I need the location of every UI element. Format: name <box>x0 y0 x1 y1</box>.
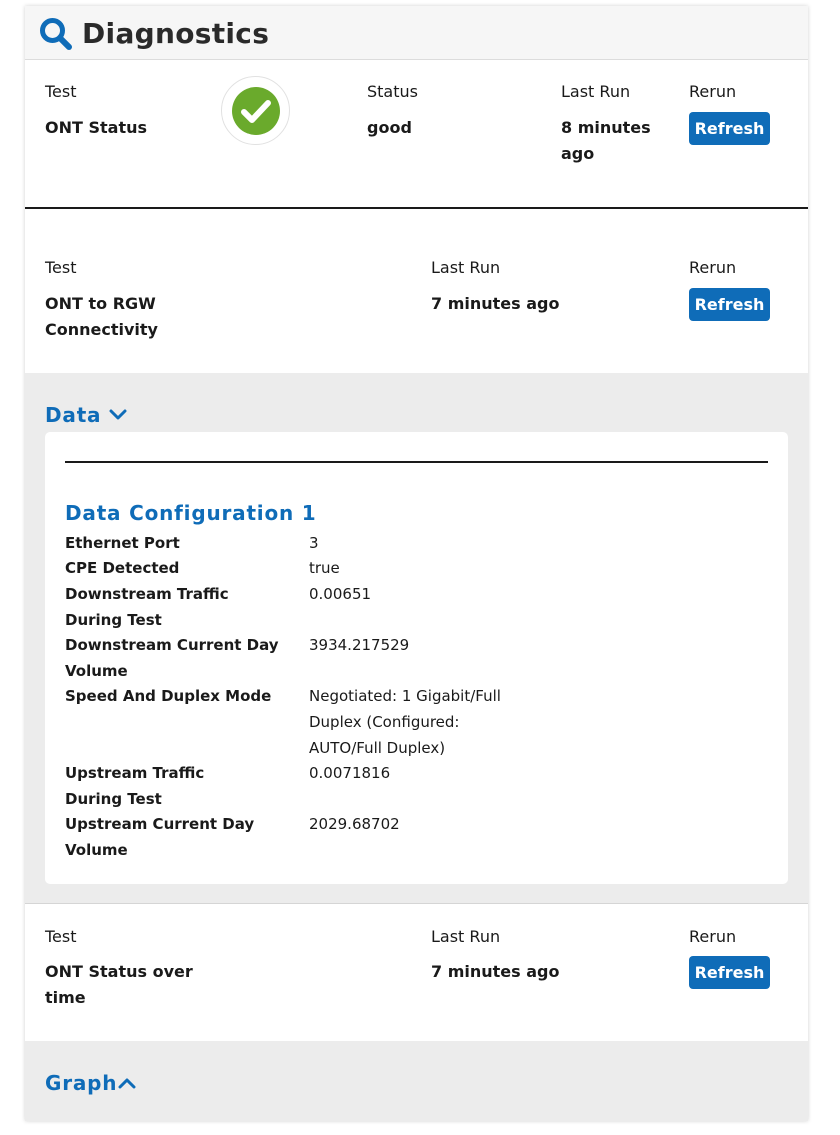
graph-toggle[interactable] <box>45 1071 117 1095</box>
kv-value: true <box>309 559 340 577</box>
refresh-button[interactable]: Refresh <box>689 956 770 989</box>
data-panel <box>25 373 808 904</box>
kv-value: 0.0071816 <box>309 764 391 782</box>
kv-key: Downstream Traffic During Test <box>65 585 229 629</box>
last-run-value: 7 minutes ago <box>431 962 560 981</box>
refresh-button[interactable]: Refresh <box>689 288 770 321</box>
kv-value: 3 <box>309 534 319 552</box>
kv-key: Speed And Duplex Mode <box>65 687 272 705</box>
test-name: ONT Status over time <box>45 962 193 1007</box>
diagnostics-card <box>25 6 808 1121</box>
test-label: Test <box>45 258 77 277</box>
kv-key: Upstream Traffic During Test <box>65 764 205 808</box>
status-value: good <box>367 118 412 137</box>
kv-key: CPE Detected <box>65 559 180 577</box>
kv-key: Ethernet Port <box>65 534 180 552</box>
test-label: Test <box>45 927 77 946</box>
graph-panel <box>25 1041 808 1121</box>
rerun-label: Rerun <box>689 82 737 101</box>
last-run-value: 8 minutes ago <box>561 118 651 163</box>
kv-key: Upstream Current Day Volume <box>65 815 255 859</box>
kv-value: 0.00651 <box>309 585 372 603</box>
kv-key: Downstream Current Day Volume <box>65 636 279 680</box>
refresh-button[interactable]: Refresh <box>689 112 770 145</box>
rerun-label: Rerun <box>689 927 737 946</box>
test-name: ONT to RGW Connectivity <box>45 294 158 339</box>
kv-value: 2029.68702 <box>309 815 400 833</box>
chevron-down-icon <box>109 406 127 424</box>
status-badge <box>221 76 290 145</box>
last-run-value: 7 minutes ago <box>431 294 560 313</box>
last-run-label: Last Run <box>561 82 631 101</box>
config-title: Data Configuration 1 <box>65 501 317 525</box>
section-divider <box>25 207 808 209</box>
search-icon <box>39 17 73 51</box>
card-header <box>25 6 808 60</box>
kv-value: 3934.217529 <box>309 636 410 654</box>
test-name: ONT Status <box>45 118 148 137</box>
divider <box>65 461 768 463</box>
last-run-label: Last Run <box>431 927 501 946</box>
data-toggle-label: Data <box>45 403 102 427</box>
kv-value: Negotiated: 1 Gigabit/Full Duplex (Configured: AUTO/Full Duplex) <box>309 687 501 757</box>
page-title: Diagnostics <box>82 17 270 50</box>
test-label: Test <box>45 82 77 101</box>
status-label: Status <box>367 82 418 101</box>
rerun-label: Rerun <box>689 258 737 277</box>
chevron-up-icon <box>118 1074 136 1092</box>
graph-toggle-label: Graph <box>45 1071 118 1095</box>
data-config-box <box>45 432 788 884</box>
check-circle-icon <box>231 86 281 136</box>
data-toggle[interactable] <box>45 403 101 427</box>
last-run-label: Last Run <box>431 258 501 277</box>
